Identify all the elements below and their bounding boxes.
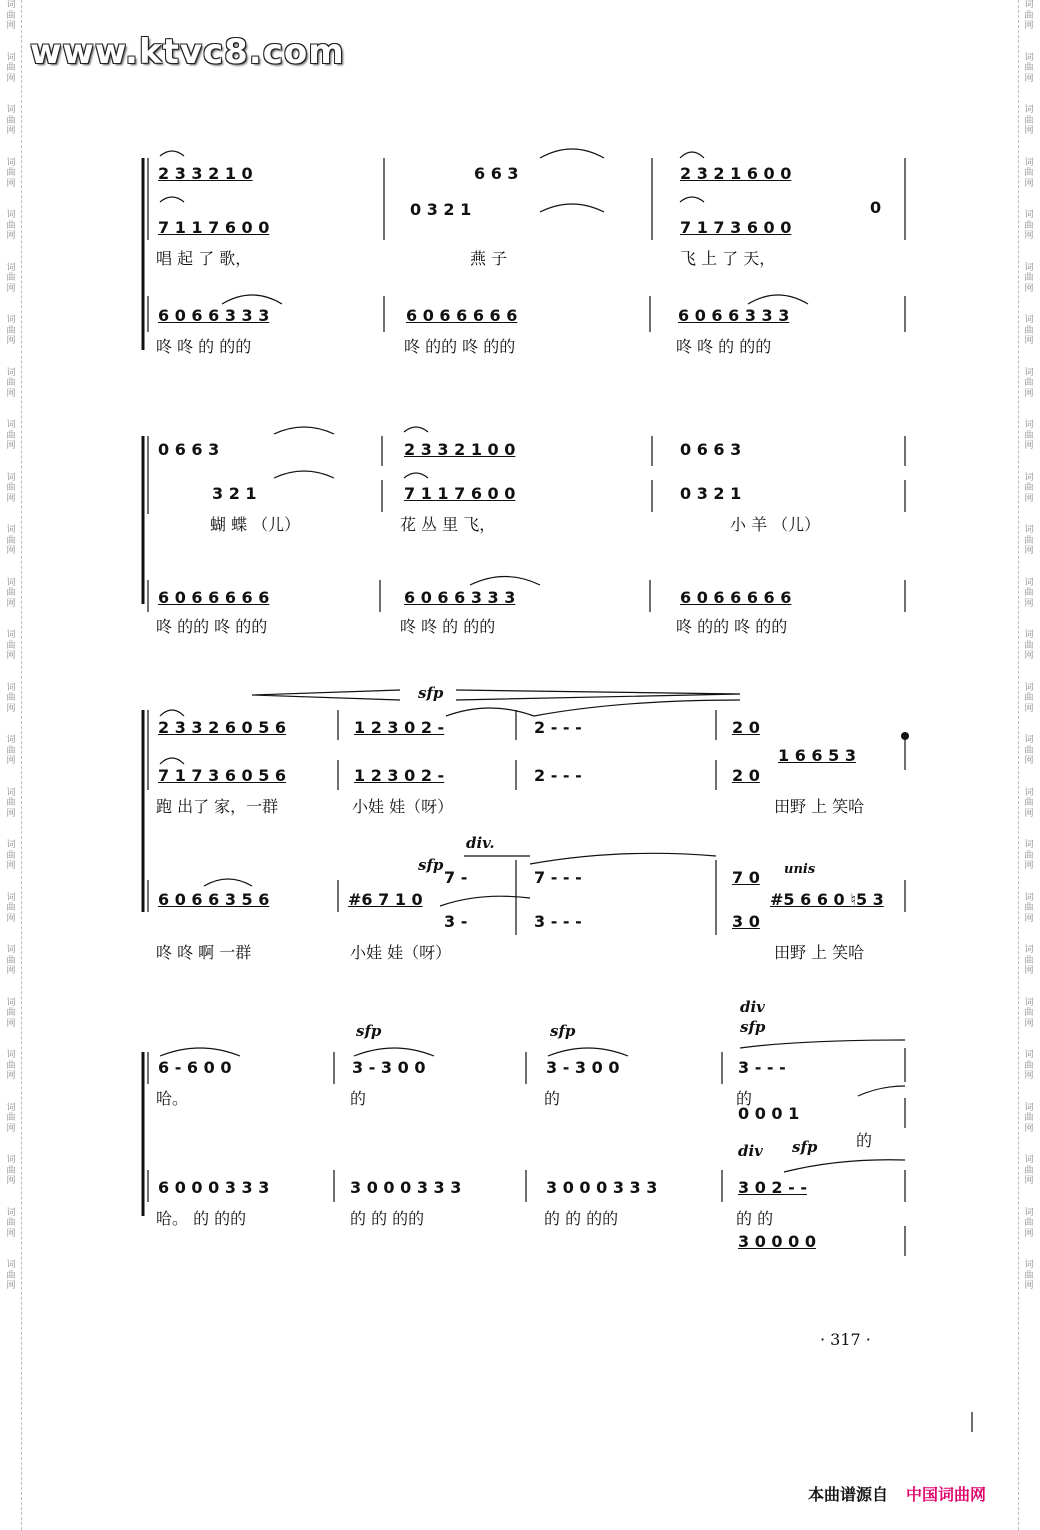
s3-sfp-marking: sfp xyxy=(418,684,444,702)
s1-part1-measure1: 2 3 3 2 1 0 xyxy=(158,164,253,183)
s1-part3-measure1: 6 0 6 6 3 3 3 xyxy=(158,306,270,325)
s4-sfp-3: sfp xyxy=(740,1018,766,1036)
s4-sfp-2: sfp xyxy=(550,1022,576,1040)
s4-part3-measure4: 3 0 2 - - xyxy=(738,1178,807,1197)
s3-part2-measure4: 2 0 xyxy=(732,766,760,785)
s3-part2-measure3: 2 - - - xyxy=(534,766,582,785)
s1-lyrics-1: 唱 起 了 歌， xyxy=(156,249,252,268)
s3-part1-measure1: 2 3 3 2 6 0 5 6 xyxy=(158,718,287,737)
s3-lyrics-2: 小娃 娃（呀） xyxy=(352,797,454,816)
s4-part1-measure4: 3 - - - xyxy=(738,1058,786,1077)
s1-lyrics-2: 燕 子 xyxy=(470,249,508,268)
right-side-watermark: 词 曲 网 词 曲 网 词 曲 网 词 曲 网 词 曲 网 词 曲 网 词 曲 网 词 曲 网 词 曲 网 词 曲 网 词 曲 网 词 曲 网 词 曲 网 词 曲 网 词 曲 网 词 曲 网 词 曲 网 词 曲 网 词 曲 网 词 曲 网 词 曲 网 词 曲 网 词 曲 网 词 曲 网 词 曲 网 xyxy=(1024,0,1034,1291)
s4-part3-lyrics-1: 哈。 的 的的 xyxy=(156,1209,247,1228)
s4-lyrics-2: 的 xyxy=(350,1089,367,1108)
left-side-watermark: 词 曲 网 词 曲 网 词 曲 网 词 曲 网 词 曲 网 词 曲 网 词 曲 网 词 曲 网 词 曲 网 词 曲 网 词 曲 网 词 曲 网 词 曲 网 词 曲 网 词 曲 网 词 曲 网 词 曲 网 词 曲 网 词 曲 网 词 曲 网 词 曲 网 词 曲 网 词 曲 网 词 曲 网 词 曲 网 xyxy=(6,0,16,1291)
s2-part2-measure3: 0 3 2 1 xyxy=(680,484,742,503)
s2-part3-lyrics-1: 咚 的的 咚 的的 xyxy=(156,617,268,636)
s3-part3-upper-1: 7 - xyxy=(444,868,468,887)
s1-part2-measure3: 7 1 7 3 6 0 0 xyxy=(680,218,792,237)
s1-part1-measure2: 6 6 3 xyxy=(474,164,519,183)
s3-part1-measure3: 2 - - - xyxy=(534,718,582,737)
s3-div-marking: div. xyxy=(466,834,495,852)
s2-lyrics-2: 花 丛 里 飞， xyxy=(400,515,496,534)
s1-lyrics-3: 飞 上 了 天， xyxy=(680,249,776,268)
s4-lyric-extra: 的 xyxy=(856,1131,873,1150)
s4-div-marking-top: div xyxy=(740,998,765,1016)
s3-unis-marking: unis xyxy=(784,862,816,877)
s2-part2-measure2: 7 1 1 7 6 0 0 xyxy=(404,484,516,503)
s4-sfp-4: sfp xyxy=(792,1138,818,1156)
s4-part2-lower: 0 0 0 1 xyxy=(738,1104,800,1123)
s3-part1-measure2: 1 2 3 0 2 - xyxy=(354,718,445,737)
s3-part3-upper-2: 7 - - - xyxy=(534,868,582,887)
s2-lyrics-3: 小 羊 （儿） xyxy=(730,515,821,534)
s4-sfp-1: sfp xyxy=(356,1022,382,1040)
footer-brand-link[interactable]: 中国词曲网 xyxy=(906,1485,987,1504)
s3-part1-measure5: 1 6 6 5 3 xyxy=(778,746,856,765)
footer-source-label: 本曲谱源自 xyxy=(808,1485,889,1504)
s4-lyrics-3: 的 xyxy=(544,1089,561,1108)
s3-part2-measure1: 7 1 7 3 6 0 5 6 xyxy=(158,766,287,785)
s1-part3-lyrics-2: 咚 的的 咚 的的 xyxy=(404,337,516,356)
s3-part3-measure3: #5 6 6 0 ♮5 3 xyxy=(770,890,884,909)
s3-part3-lower-3: 3 0 xyxy=(732,912,760,931)
s4-lyrics-1: 哈。 xyxy=(156,1089,189,1108)
s2-part3-measure1: 6 0 6 6 6 6 6 xyxy=(158,588,270,607)
s3-part3-lower-1: 3 - xyxy=(444,912,468,931)
s2-part3-lyrics-3: 咚 的的 咚 的的 xyxy=(676,617,788,636)
s1-part2-top-rest: 0 xyxy=(870,198,882,217)
s3-part3-lyrics-3: 田野 上 笑哈 xyxy=(774,943,865,962)
page-number: · 317 · xyxy=(820,1330,871,1349)
s1-part2-measure2: 0 3 2 1 xyxy=(410,200,472,219)
s3-lyrics-3: 田野 上 笑哈 xyxy=(774,797,865,816)
s4-part3-lyrics-2: 的 的 的的 xyxy=(350,1209,425,1228)
s4-part3-measure2: 3 0 0 0 3 3 3 xyxy=(350,1178,462,1197)
s1-part3-measure2: 6 0 6 6 6 6 6 xyxy=(406,306,518,325)
s2-part1-measure3: 0 6 6 3 xyxy=(680,440,742,459)
s1-part1-measure3: 2 3 2 1 6 0 0 xyxy=(680,164,792,183)
s4-part3-measure3: 3 0 0 0 3 3 3 xyxy=(546,1178,658,1197)
s4-div-marking-bottom: div xyxy=(738,1142,763,1160)
s4-part1-measure2: 3 - 3 0 0 xyxy=(352,1058,426,1077)
s1-part3-lyrics-1: 咚 咚 的 的的 xyxy=(156,337,252,356)
s1-part2-measure1: 7 1 1 7 6 0 0 xyxy=(158,218,270,237)
s2-lyrics-1: 蝴 蝶 （儿） xyxy=(210,515,301,534)
s3-part3-lyrics-1: 咚 咚 啊 一群 xyxy=(156,943,252,962)
s3-part1-measure4: 2 0 xyxy=(732,718,760,737)
s2-part3-measure2: 6 0 6 6 3 3 3 xyxy=(404,588,516,607)
s3-lyrics-1: 跑 出了 家，一群 xyxy=(156,797,279,816)
s4-part3-lyrics-3: 的 的 的的 xyxy=(544,1209,619,1228)
s4-part3-lower: 3 0 0 0 0 xyxy=(738,1232,816,1251)
site-watermark: www.ktvc8.com xyxy=(30,32,345,72)
s4-part3-measure1: 6 0 0 0 3 3 3 xyxy=(158,1178,270,1197)
s2-part1-measure1: 0 6 6 3 xyxy=(158,440,220,459)
footer xyxy=(808,1482,986,1505)
s2-part2-measure1: 3 2 1 xyxy=(212,484,257,503)
s3-part3-upper-3: 7 0 xyxy=(732,868,760,887)
s3-part3-measure2: #6 7 1 0 xyxy=(348,890,423,909)
s3-part3-lyrics-2: 小娃 娃（呀） xyxy=(350,943,452,962)
s2-part1-measure2: 2 3 3 2 1 0 0 xyxy=(404,440,516,459)
s3-part3-measure1: 6 0 6 6 3 5 6 xyxy=(158,890,270,909)
s2-part3-lyrics-2: 咚 咚 的 的的 xyxy=(400,617,496,636)
s3-part3-lower-2: 3 - - - xyxy=(534,912,582,931)
s1-part3-measure3: 6 0 6 6 3 3 3 xyxy=(678,306,790,325)
s4-part1-measure3: 3 - 3 0 0 xyxy=(546,1058,620,1077)
s3-part2-measure2: 1 2 3 0 2 - xyxy=(354,766,445,785)
s1-part3-lyrics-3: 咚 咚 的 的的 xyxy=(676,337,772,356)
s4-lyrics-4: 的 xyxy=(736,1089,753,1108)
s2-part3-measure3: 6 0 6 6 6 6 6 xyxy=(680,588,792,607)
s4-part3-lyrics-4: 的 的 xyxy=(736,1209,774,1228)
s3-sfp2-marking: sfp xyxy=(418,856,444,874)
s4-part1-measure1: 6 - 6 0 0 xyxy=(158,1058,232,1077)
